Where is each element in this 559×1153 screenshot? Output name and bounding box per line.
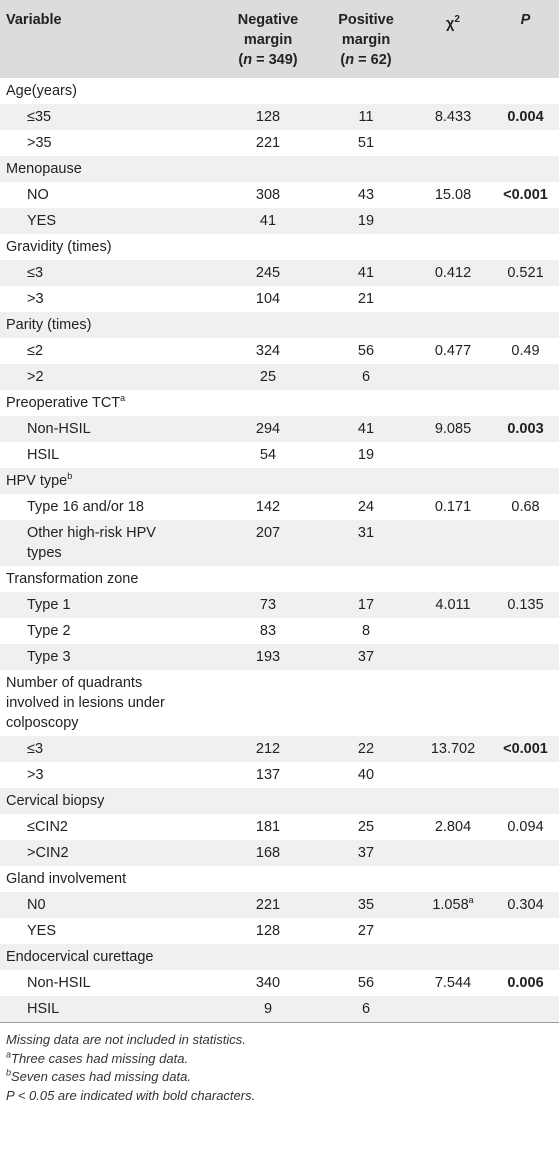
chi-square-cell <box>414 208 492 234</box>
footnote-a: $^a$Three cases had missing data. <box>6 1049 189 1066</box>
group-label-text: Gravidity (times) <box>6 239 112 255</box>
negative-margin-cell: 128 <box>255 923 281 939</box>
group-label-text: HPV type <box>6 473 68 489</box>
positive-margin-cell: 40 <box>357 767 375 783</box>
group-label <box>0 788 559 814</box>
chi-square-value: 9.085 <box>434 421 472 437</box>
group-row <box>0 566 559 592</box>
row-label: HSIL <box>27 1001 60 1017</box>
negative-margin-cell: 83 <box>259 623 277 639</box>
negative-margin-cell: 9 <box>263 1001 273 1017</box>
p-value-cell <box>492 918 559 944</box>
positive-margin-cell: 22 <box>357 741 375 757</box>
chi-square-cell <box>414 918 492 944</box>
row-label: NO <box>27 187 49 203</box>
p-value-cell: 0.004 <box>507 109 544 125</box>
table-row <box>0 840 559 866</box>
table-row <box>0 762 559 788</box>
group-label <box>0 234 559 260</box>
p-value-cell <box>492 286 559 312</box>
table-row <box>0 416 559 442</box>
row-label: ≤35 <box>27 109 52 125</box>
group-label-text: Parity (times) <box>6 317 92 333</box>
footnote-b: $^b$Seven cases had missing data. <box>6 1067 191 1084</box>
row-label: ≤CIN2 <box>27 819 68 835</box>
positive-margin-cell: 19 <box>357 213 375 229</box>
chi-square-value: 2.804 <box>434 819 472 835</box>
table-body <box>0 78 559 1022</box>
negative-margin-cell: 340 <box>255 975 281 991</box>
chi-square-cell <box>414 338 492 364</box>
group-label <box>0 78 559 104</box>
p-value-cell: 0.094 <box>507 819 544 835</box>
positive-margin-cell: 56 <box>357 975 375 991</box>
group-row <box>0 78 559 104</box>
group-row <box>0 468 559 494</box>
chi-square-cell <box>414 592 492 618</box>
negative-margin-cell: 245 <box>255 265 281 281</box>
positive-margin-cell: 17 <box>357 597 375 613</box>
row-label: N0 <box>27 897 46 913</box>
table-row <box>0 892 559 918</box>
positive-margin-cell: 25 <box>357 819 375 835</box>
negative-margin-cell: 41 <box>259 213 277 229</box>
table-header <box>0 0 559 78</box>
row-label: >3 <box>27 767 44 783</box>
chi-square-cell <box>414 416 492 442</box>
header-chi-square: $\chi^2$ <box>446 14 460 32</box>
header-negative-margin: Negative margin (n = 349) <box>237 12 299 68</box>
table-row <box>0 644 559 670</box>
positive-margin-cell: 31 <box>357 525 375 541</box>
group-label <box>0 866 559 892</box>
group-label-text: Age(years) <box>6 83 77 99</box>
table-row <box>0 814 559 840</box>
negative-margin-cell: 207 <box>255 525 281 541</box>
group-row <box>0 390 559 416</box>
row-label: Non-HSIL <box>27 421 91 437</box>
row-label-line: types <box>27 545 62 561</box>
footnote-bold: P < 0.05 are indicated with bold characters. <box>6 1087 256 1103</box>
chi-square-value: 0.412 <box>434 265 472 281</box>
p-value-cell: 0.68 <box>511 499 540 515</box>
positive-margin-cell: 24 <box>357 499 375 515</box>
group-row <box>0 944 559 970</box>
negative-margin-cell: 212 <box>255 741 281 757</box>
p-value-cell <box>492 840 559 866</box>
row-label: ≤3 <box>27 265 44 281</box>
group-row <box>0 156 559 182</box>
table-row <box>0 130 559 156</box>
row-label: ≤3 <box>27 741 44 757</box>
chi-square-cell <box>414 286 492 312</box>
negative-margin-cell: 104 <box>255 291 281 307</box>
group-label-text: Cervical biopsy <box>6 793 105 809</box>
chi-square-value: 4.011 <box>435 597 471 613</box>
chi-square-cell <box>414 260 492 286</box>
chi-square-cell <box>414 644 492 670</box>
group-label-sup: a <box>120 393 126 404</box>
chi-square-sup: a <box>468 895 474 906</box>
p-value-cell <box>492 996 559 1022</box>
positive-margin-cell: 35 <box>357 897 375 913</box>
p-value-cell: <0.001 <box>503 187 548 203</box>
row-label: YES <box>27 923 57 939</box>
p-value-cell <box>492 644 559 670</box>
negative-margin-cell: 221 <box>255 135 281 151</box>
p-value-cell <box>492 762 559 788</box>
negative-margin-cell: 73 <box>259 597 277 613</box>
chi-square-cell <box>414 442 492 468</box>
p-value-cell: 0.135 <box>507 597 544 613</box>
table-row <box>0 260 559 286</box>
header-p-value: P <box>520 12 531 28</box>
row-label: YES <box>27 213 57 229</box>
group-label-text: Transformation zone <box>6 571 139 587</box>
table-row <box>0 338 559 364</box>
chi-square-value: 0.171 <box>434 499 472 515</box>
chi-square-cell <box>414 520 492 566</box>
table-row <box>0 618 559 644</box>
header-variable: Variable <box>6 12 62 28</box>
group-label-line: involved in lesions under <box>6 695 165 711</box>
row-label-line: Other high-risk HPV <box>27 525 156 541</box>
group-label-text: Menopause <box>6 161 82 177</box>
positive-margin-cell: 41 <box>357 421 375 437</box>
chi-square-cell <box>414 736 492 762</box>
chi-square-cell <box>414 762 492 788</box>
chi-square-value: 13.702 <box>430 741 476 757</box>
negative-margin-cell: 142 <box>255 499 281 515</box>
p-value-cell: 0.003 <box>507 421 544 437</box>
positive-margin-cell: 56 <box>357 343 375 359</box>
group-row <box>0 670 559 736</box>
negative-margin-cell: 221 <box>255 897 281 913</box>
footnote-missing: Missing data are not included in statistics. <box>6 1032 246 1047</box>
row-label <box>0 520 218 566</box>
negative-margin-cell: 324 <box>255 343 281 359</box>
p-value-cell <box>492 364 559 390</box>
positive-margin-cell: 27 <box>357 923 375 939</box>
row-label: >35 <box>27 135 52 151</box>
p-value-cell: 0.304 <box>507 897 544 913</box>
table-row <box>0 996 559 1022</box>
negative-margin-cell: 294 <box>255 421 281 437</box>
row-label: Type 1 <box>27 597 71 613</box>
group-label <box>0 156 559 182</box>
p-value-cell: 0.006 <box>507 975 544 991</box>
p-value-cell: 0.521 <box>507 265 544 281</box>
positive-margin-cell: 51 <box>357 135 375 151</box>
p-value-cell <box>492 520 559 566</box>
group-label <box>0 312 559 338</box>
group-label-text: Endocervical curettage <box>6 949 154 965</box>
row-label: Type 3 <box>27 649 71 665</box>
chi-square-cell <box>414 840 492 866</box>
positive-margin-cell: 43 <box>357 187 375 203</box>
p-value-cell: <0.001 <box>503 741 548 757</box>
positive-margin-cell: 21 <box>357 291 375 307</box>
negative-margin-cell: 181 <box>255 819 281 835</box>
p-value-cell <box>492 442 559 468</box>
row-label: Type 2 <box>27 623 71 639</box>
chi-square-cell <box>414 618 492 644</box>
table-row <box>0 494 559 520</box>
positive-margin-cell: 6 <box>361 369 371 385</box>
chi-square-value: 15.08 <box>434 187 472 203</box>
header-row <box>0 0 559 78</box>
negative-margin-cell: 308 <box>255 187 281 203</box>
chi-square-cell <box>414 130 492 156</box>
positive-margin-cell: 11 <box>358 109 374 125</box>
chi-square-cell <box>414 814 492 840</box>
negative-margin-cell: 128 <box>255 109 281 125</box>
table-row <box>0 208 559 234</box>
negative-margin-cell: 193 <box>255 649 281 665</box>
chi-square-value: 1.058 <box>432 897 469 913</box>
group-label <box>0 468 559 494</box>
group-row <box>0 788 559 814</box>
table-row <box>0 104 559 130</box>
group-row <box>0 312 559 338</box>
group-row <box>0 866 559 892</box>
p-value-cell <box>492 130 559 156</box>
table-row <box>0 182 559 208</box>
table-footnotes <box>0 1023 559 1105</box>
group-label-line: colposcopy <box>6 715 79 731</box>
p-value-cell <box>492 208 559 234</box>
positive-margin-cell: 8 <box>361 623 371 639</box>
negative-margin-cell: 25 <box>259 369 277 385</box>
table-row <box>0 970 559 996</box>
row-label: HSIL <box>27 447 60 463</box>
chi-square-value: 8.433 <box>434 109 472 125</box>
negative-margin-cell: 168 <box>255 845 281 861</box>
positive-margin-cell: 37 <box>357 649 375 665</box>
group-label-text: Preoperative TCT <box>6 395 121 411</box>
chi-square-cell <box>414 494 492 520</box>
chi-square-cell <box>414 104 492 130</box>
group-label-line: Number of quadrants <box>6 675 143 691</box>
positive-margin-cell: 41 <box>357 265 375 281</box>
group-label-text: Gland involvement <box>6 871 127 887</box>
positive-margin-cell: 37 <box>357 845 375 861</box>
table-row <box>0 442 559 468</box>
group-label <box>0 566 559 592</box>
table-row <box>0 364 559 390</box>
row-label: >CIN2 <box>27 845 69 861</box>
chi-square-cell <box>414 182 492 208</box>
positive-margin-cell: 19 <box>357 447 375 463</box>
table-row <box>0 592 559 618</box>
chi-square-cell <box>414 996 492 1022</box>
row-label: >3 <box>27 291 44 307</box>
row-label: >2 <box>27 369 44 385</box>
chi-square-cell <box>414 970 492 996</box>
row-label: Non-HSIL <box>27 975 91 991</box>
group-label <box>0 670 559 736</box>
positive-margin-cell: 6 <box>361 1001 371 1017</box>
row-label: Type 16 and/or 18 <box>27 499 144 515</box>
header-positive-margin: Positive margin (n = 62) <box>338 12 394 68</box>
group-label <box>0 390 559 416</box>
group-label-sup: b <box>67 471 73 482</box>
table-row <box>0 520 559 566</box>
chi-square-cell <box>414 364 492 390</box>
table-row <box>0 918 559 944</box>
table-row <box>0 286 559 312</box>
p-value-cell <box>492 618 559 644</box>
negative-margin-cell: 54 <box>259 447 277 463</box>
chi-square-value: 7.544 <box>434 975 472 991</box>
chi-square-value: 0.477 <box>434 343 472 359</box>
p-value-cell: 0.49 <box>511 343 540 359</box>
group-label <box>0 944 559 970</box>
negative-margin-cell: 137 <box>255 767 281 783</box>
table-row <box>0 736 559 762</box>
chi-square-cell <box>414 892 492 918</box>
group-row <box>0 234 559 260</box>
row-label: ≤2 <box>27 343 44 359</box>
